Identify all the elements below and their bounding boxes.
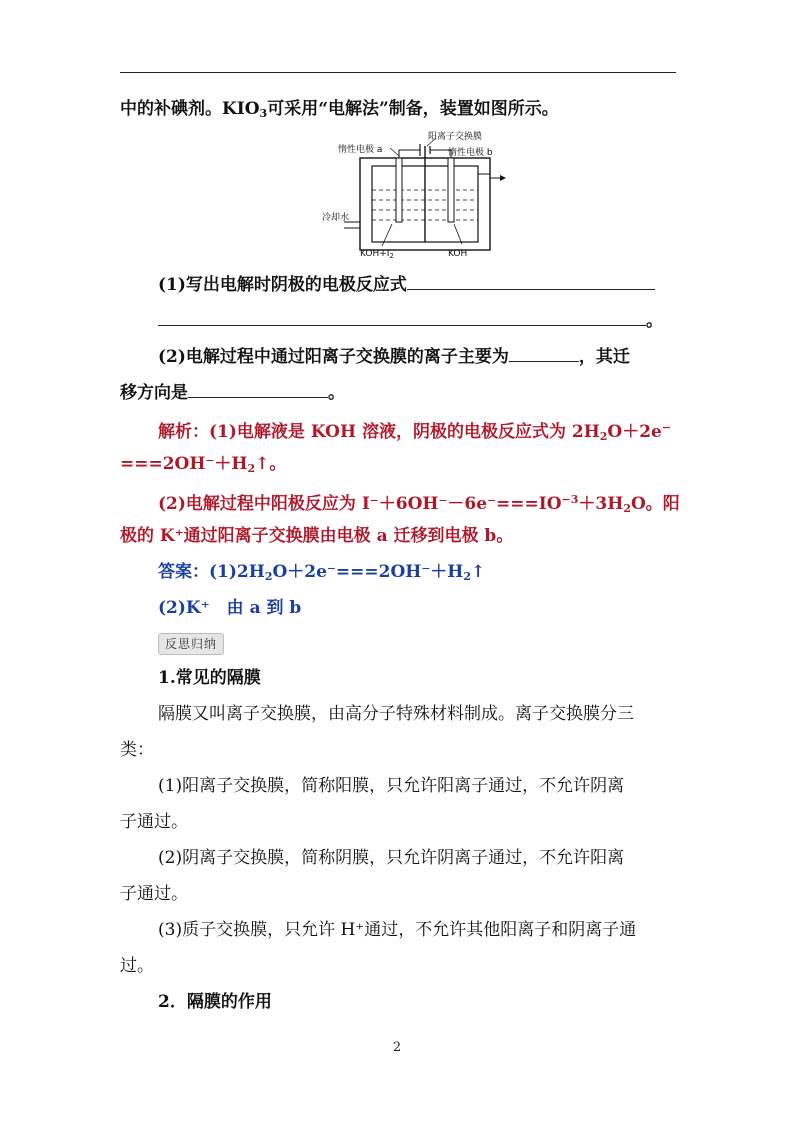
answer-label: 答案 <box>158 562 192 582</box>
analysis-p2-sup: −3 <box>561 493 579 506</box>
analysis-line-3: (2)电解过程中阳极反应为 $I^-+6OH^--6e^-===IO^{-3}+3H2O$。阳 <box>158 493 680 515</box>
intro-line <box>120 98 676 125</box>
section-1-item-3: (3)质子交换膜，只允许 H⁺通过，不允许其他阳离子和阴离子通 <box>158 920 637 940</box>
analysis-line-4 <box>120 525 676 547</box>
answer-l2: (2)K⁺ 由 a 到 b <box>158 598 302 618</box>
answer-blank-1a[interactable] <box>407 273 655 290</box>
answer-l1-a: ：(1)2H <box>192 562 265 582</box>
question-1 <box>158 273 676 296</box>
reflection-tag: 反思归纳 <box>158 633 224 655</box>
q1-text: (1)写出电解时阴极的电极反应式 <box>158 275 407 295</box>
label-membrane: 阳离子交换膜 <box>428 132 483 142</box>
answer-line-2 <box>158 597 676 619</box>
section-1-item-1: (1)阳离子交换膜，简称阳膜，只允许阳离子通过，不允许阴离 <box>158 776 625 796</box>
section-1-item-3-line2: 过。 <box>120 956 154 976</box>
label-cathode: 惰性电极 b <box>448 148 493 158</box>
analysis-line-1: 解析：(1)电解液是 KOH 溶液，阴极的电极反应式为 2H2O＋2e− <box>158 421 672 443</box>
analysis-p1-c: − <box>661 421 672 434</box>
section-1-item-2-line2: 子通过。 <box>120 884 188 904</box>
label-left-solution: $KOH+I_2$ <box>360 249 394 260</box>
section-1-item-2: (2)阴离子交换膜，简称阴膜，只允许阴离子通过，不允许阳离 <box>158 848 625 868</box>
header-rule <box>120 72 676 73</box>
leader-anode <box>390 148 399 156</box>
analysis-p2-line2: 极的 K⁺通过阳离子交换膜由电极 a 迁移到电极 b。 <box>120 526 514 546</box>
q2-line1: (2)电解过程中通过阳离子交换膜的离子主要为 <box>158 347 509 367</box>
analysis-label: 解析 <box>158 422 192 442</box>
q2-line1-end: ，其迁 <box>578 347 630 367</box>
label-anode: 惰性电极 a <box>338 145 383 155</box>
outlet-pipe <box>478 174 500 178</box>
question-2 <box>158 345 676 368</box>
analysis-p2-a: (2)电解过程中阳极反应为 I⁻＋6OH⁻－6e⁻===IO <box>158 494 562 514</box>
question-2-cont <box>120 381 676 404</box>
analysis-p1-line2-sub: 2 <box>247 462 256 475</box>
leader-right-solution <box>454 224 462 244</box>
analysis-p2-b: ＋3H <box>578 494 624 514</box>
answer-blank-2b[interactable] <box>188 381 328 398</box>
section-1-p1: 隔膜又叫离子交换膜，由高分子特殊材料制成。离子交换膜分三 <box>158 704 634 724</box>
intro-prefix: 中的补碘剂。KIO <box>120 99 260 119</box>
intro-sub: 3 <box>259 107 268 120</box>
q2-line2: 移方向是 <box>120 383 188 403</box>
label-right-solution: KOH <box>448 249 468 259</box>
label-cooling-water: 冷却水 <box>322 213 350 223</box>
q2-line2-end: 。 <box>328 383 345 403</box>
leader-left-solution <box>382 224 392 246</box>
question-1-cont <box>158 309 676 332</box>
answer-l1-c: ↑ <box>471 562 486 582</box>
answer-line-1: 答案：(1)2H2O＋2e⁻===2OH⁻＋H2↑ <box>158 562 486 583</box>
q1-end: 。 <box>646 311 663 331</box>
outlet-arrow <box>500 175 506 181</box>
wire-a <box>399 150 420 158</box>
answer-l1-b: O＋2e⁻===2OH⁻＋H <box>272 562 464 582</box>
section-1-heading: 1.常见的隔膜 <box>158 668 261 688</box>
analysis-p1-line2: ===2OH⁻＋H <box>120 454 248 474</box>
analysis-p2-c: O。阳 <box>630 494 680 514</box>
electrode-b <box>448 158 454 222</box>
analysis-p1-b: O＋2e <box>607 422 662 442</box>
section-1-item-1-line2: 子通过。 <box>120 812 188 832</box>
answer-blank-2a[interactable] <box>509 345 579 362</box>
analysis-p1-line2-end: ↑。 <box>255 454 287 474</box>
intro-suffix: 可采用“电解法”制备，装置如图所示。 <box>267 99 559 119</box>
page-number: 2 <box>392 1040 402 1055</box>
electrode-a <box>396 158 402 222</box>
electrolysis-diagram <box>320 128 510 260</box>
section-1-p1-line2: 类： <box>120 740 154 760</box>
analysis-p1-a: ：(1)电解液是 KOH 溶液，阴极的电极反应式为 2H <box>192 422 600 442</box>
answer-blank-1b[interactable] <box>158 309 646 326</box>
analysis-line-2 <box>120 453 676 480</box>
section-2-heading: 2．隔膜的作用 <box>158 992 272 1012</box>
